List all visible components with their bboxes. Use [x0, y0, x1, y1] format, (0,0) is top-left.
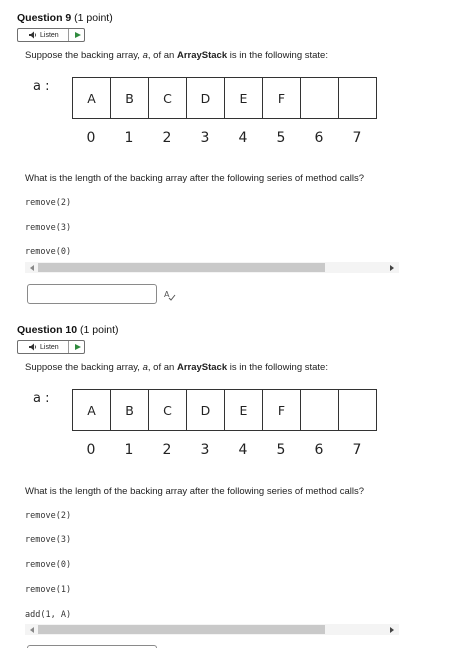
array-cell: [301, 78, 339, 118]
method-call: remove(2): [25, 198, 72, 208]
array-index: 4: [238, 442, 248, 458]
array-index: 1: [124, 442, 134, 458]
horizontal-scrollbar[interactable]: [25, 624, 399, 635]
array-index: 6: [314, 130, 324, 146]
listen-label: Listen: [40, 31, 59, 39]
horizontal-scrollbar[interactable]: [25, 262, 399, 273]
method-call: remove(3): [25, 535, 72, 545]
array-cell: A: [73, 78, 111, 118]
question-prompt: Suppose the backing array, a, of an ArrayStack is in the following state:: [25, 50, 328, 61]
array-cell: B: [111, 78, 149, 118]
svg-text:A: A: [164, 290, 170, 299]
question-prompt: Suppose the backing array, a, of an ArrayStack is in the following state:: [25, 362, 328, 373]
array-cell: F: [263, 390, 301, 430]
array-index: 0: [86, 442, 96, 458]
answer-input[interactable]: [27, 284, 157, 304]
method-call: remove(0): [25, 247, 72, 257]
listen-label: Listen: [40, 343, 59, 351]
array-label: a :: [33, 79, 50, 94]
scroll-right-icon[interactable]: [390, 627, 394, 633]
speaker-icon: [29, 31, 37, 39]
array-index: 0: [86, 130, 96, 146]
array-index: 1: [124, 130, 134, 146]
listen-button[interactable]: [17, 340, 85, 354]
array-cell: C: [149, 390, 187, 430]
array-index: 3: [200, 442, 210, 458]
array-cell: A: [73, 390, 111, 430]
scroll-left-icon[interactable]: [30, 265, 34, 271]
array-cell: [339, 390, 376, 430]
method-call: add(1, A): [25, 610, 72, 620]
array-cell: F: [263, 78, 301, 118]
question-title: Question 10 (1 point): [17, 324, 119, 336]
scrollbar-thumb[interactable]: [38, 263, 325, 272]
scroll-left-icon[interactable]: [30, 627, 34, 633]
array-index: 7: [352, 130, 362, 146]
array-label: a :: [33, 391, 50, 406]
array-cell: [301, 390, 339, 430]
array-indices: [72, 442, 376, 458]
question-title: Question 9 (1 point): [17, 12, 113, 24]
backing-array: [72, 77, 377, 119]
array-index: 6: [314, 442, 324, 458]
play-icon[interactable]: [75, 344, 81, 350]
array-index: 2: [162, 130, 172, 146]
array-indices: [72, 130, 376, 146]
array-cell: B: [111, 390, 149, 430]
backing-array: [72, 389, 377, 431]
method-call: remove(2): [25, 511, 72, 521]
array-index: 3: [200, 130, 210, 146]
method-call: remove(0): [25, 560, 72, 570]
array-index: 2: [162, 442, 172, 458]
array-index: 7: [352, 442, 362, 458]
array-index: 5: [276, 130, 286, 146]
question-text: What is the length of the backing array after the following series of method calls?: [25, 173, 365, 184]
array-cell: E: [225, 390, 263, 430]
method-call: remove(3): [25, 223, 72, 233]
array-index: 4: [238, 130, 248, 146]
array-cell: D: [187, 78, 225, 118]
array-cell: E: [225, 78, 263, 118]
array-cell: C: [149, 78, 187, 118]
play-icon[interactable]: [75, 32, 81, 38]
question-text: What is the length of the backing array after the following series of method calls?: [25, 486, 365, 497]
array-index: 5: [276, 442, 286, 458]
array-cell: [339, 78, 376, 118]
scrollbar-thumb[interactable]: [38, 625, 325, 634]
array-cell: D: [187, 390, 225, 430]
scroll-right-icon[interactable]: [390, 265, 394, 271]
speaker-icon: [29, 343, 37, 351]
listen-button[interactable]: [17, 28, 85, 42]
spellcheck-icon[interactable]: [164, 289, 176, 301]
method-call: remove(1): [25, 585, 72, 595]
